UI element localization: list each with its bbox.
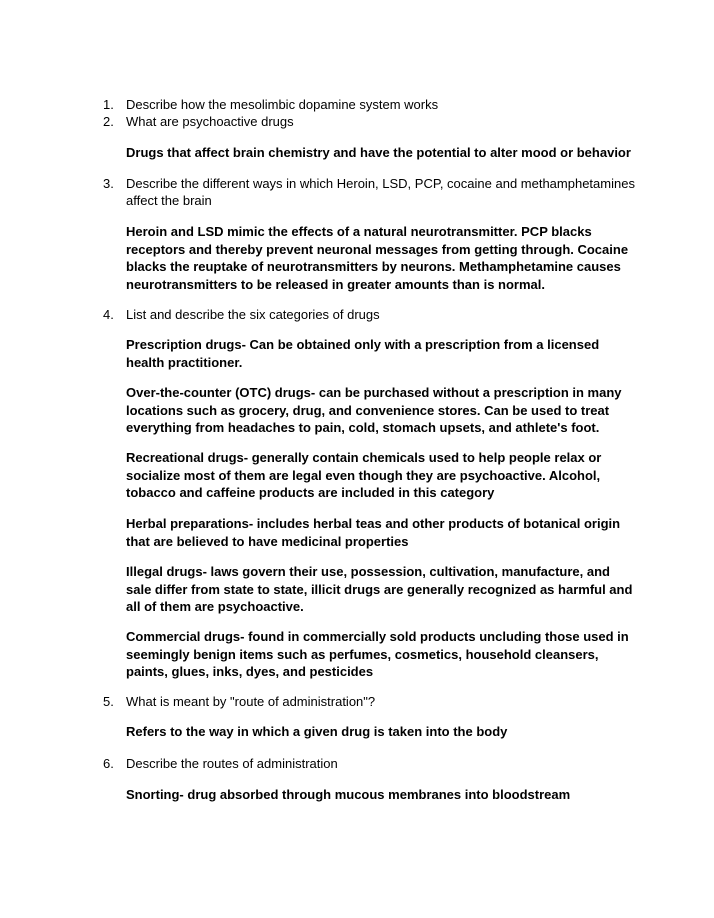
answer-4-illegal: Illegal drugs- laws govern their use, possession, cultivation, manufacture, and sale differ from state to state, illicit drugs are generally recognized as harmful and all of them are psychoactive.: [126, 564, 633, 614]
answer-6: Snorting- drug absorbed through mucous membranes into bloodstream: [126, 787, 571, 802]
answer-4-prescription: Prescription drugs- Can be obtained only with a prescription from a licensed health practitioner.: [126, 337, 600, 370]
answer-5: Refers to the way in which a given drug is taken into the body: [126, 724, 508, 739]
answer-2: Drugs that affect brain chemistry and have the potential to alter mood or behavior: [126, 145, 631, 160]
question-text: What are psychoactive drugs: [126, 114, 294, 129]
question-number: 5.: [103, 694, 114, 709]
question-number: 6.: [103, 756, 114, 771]
question-text: What is meant by "route of administration"?: [126, 694, 376, 709]
question-text: Describe how the mesolimbic dopamine system works: [126, 97, 439, 112]
answer-4-herbal: Herbal preparations- includes herbal teas and other products of botanical origin that are believed to have medicinal properties: [126, 516, 621, 549]
question-number: 1.: [103, 97, 114, 112]
question-text: Describe the different ways in which Heroin, LSD, PCP, cocaine and methamphetamines affect the brain: [126, 176, 635, 208]
answer-3: Heroin and LSD mimic the effects of a natural neurotransmitter. PCP blacks receptors and thereby prevent neuronal messages from getting through. Cocaine blacks the reuptake of neurotransmitters by neurons. Methamphetamine causes neurotransmitters to be released in greater amounts than is normal.: [126, 224, 629, 292]
answer-4-commercial: Commercial drugs- found in commercially sold products uncluding those used in seemingly benign items such as perfumes, cosmetics, household cleansers, paints, glues, inks, dyes, and pesticides: [126, 629, 629, 679]
question-number: 2.: [103, 114, 114, 129]
question-text: Describe the routes of administration: [126, 756, 338, 771]
question-text: List and describe the six categories of drugs: [126, 307, 380, 322]
answer-4-otc: Over-the-counter (OTC) drugs- can be purchased without a prescription in many locations such as grocery, drug, and convenience stores. Can be used to treat everything from headaches to pain, cold, stomach upsets, and athlete's foot.: [126, 385, 622, 435]
question-number: 4.: [103, 307, 114, 322]
question-number: 3.: [103, 176, 114, 191]
answer-4-recreational: Recreational drugs- generally contain chemicals used to help people relax or socialize most of them are legal even though they are psychoactive. Alcohol, tobacco and caffeine products are included in this category: [126, 450, 602, 500]
